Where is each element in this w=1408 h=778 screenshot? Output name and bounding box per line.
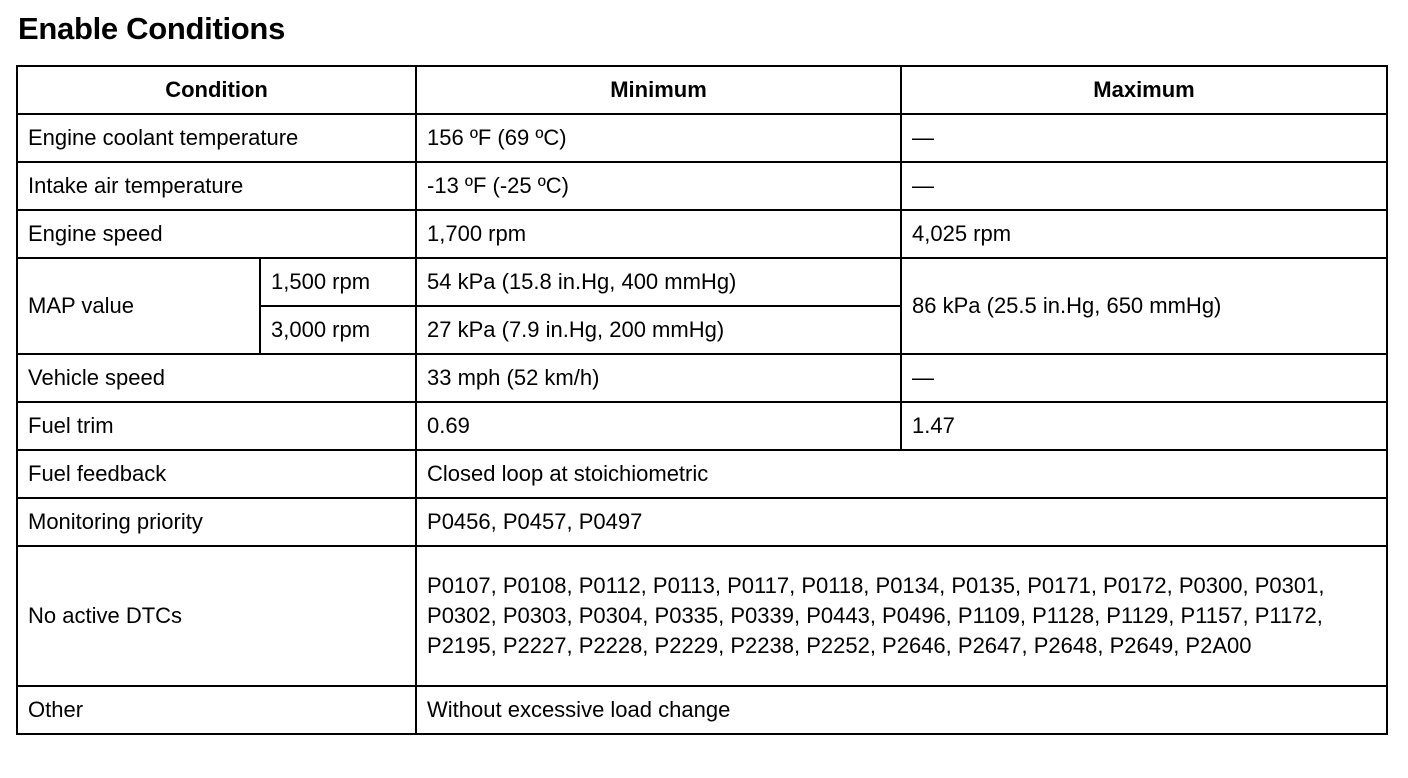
maximum-value: — <box>901 354 1387 402</box>
maximum-value: 1.47 <box>901 402 1387 450</box>
condition-label: No active DTCs <box>17 546 416 686</box>
condition-label: Engine speed <box>17 210 416 258</box>
minimum-value: 33 mph (52 km/h) <box>416 354 901 402</box>
table-row <box>17 210 1387 258</box>
table-row <box>17 258 1387 306</box>
minimum-value: -13 ºF (-25 ºC) <box>416 162 901 210</box>
condition-label: Vehicle speed <box>17 354 416 402</box>
header-row <box>17 66 1387 114</box>
table-row <box>17 498 1387 546</box>
condition-value: P0456, P0457, P0497 <box>416 498 1387 546</box>
header-maximum: Maximum <box>901 66 1387 114</box>
condition-label: Fuel feedback <box>17 450 416 498</box>
header-condition: Condition <box>17 66 416 114</box>
condition-label: Engine coolant temperature <box>17 114 416 162</box>
minimum-value: 0.69 <box>416 402 901 450</box>
table-row <box>17 354 1387 402</box>
maximum-value: 86 kPa (25.5 in.Hg, 650 mmHg) <box>901 258 1387 354</box>
table-row <box>17 162 1387 210</box>
maximum-value: — <box>901 162 1387 210</box>
dtc-list: P0107, P0108, P0112, P0113, P0117, P0118, P0134, P0135, P0171, P0172, P0300, P0301, P0302, P0303, P0304, P0335, P0339, P0443, P0496, P1109, P1128, P1129, P1157, P1172, P2195, P2227, P2228, P2229, P2238, P2252, P2646, P2647, P2648, P2649, P2A00 <box>427 573 1325 658</box>
sub-condition-label: 3,000 rpm <box>260 306 416 354</box>
condition-label: Other <box>17 686 416 734</box>
minimum-value: 27 kPa (7.9 in.Hg, 200 mmHg) <box>416 306 901 354</box>
condition-label: Fuel trim <box>17 402 416 450</box>
condition-label: MAP value <box>17 258 260 354</box>
page-title: Enable Conditions <box>18 11 286 46</box>
sub-condition-label: 1,500 rpm <box>260 258 416 306</box>
maximum-value: — <box>901 114 1387 162</box>
maximum-value: 4,025 rpm <box>901 210 1387 258</box>
minimum-value: 54 kPa (15.8 in.Hg, 400 mmHg) <box>416 258 901 306</box>
minimum-value: 156 ºF (69 ºC) <box>416 114 901 162</box>
condition-value: Without excessive load change <box>416 686 1387 734</box>
condition-value: Closed loop at stoichiometric <box>416 450 1387 498</box>
table-row <box>17 686 1387 734</box>
minimum-value: 1,700 rpm <box>416 210 901 258</box>
dtc-list-cell <box>416 546 1387 686</box>
table-row <box>17 450 1387 498</box>
enable-conditions-table <box>16 65 1388 735</box>
condition-label: Intake air temperature <box>17 162 416 210</box>
header-minimum: Minimum <box>416 66 901 114</box>
table-row <box>17 546 1387 686</box>
table-row <box>17 114 1387 162</box>
table-row <box>17 402 1387 450</box>
condition-label: Monitoring priority <box>17 498 416 546</box>
